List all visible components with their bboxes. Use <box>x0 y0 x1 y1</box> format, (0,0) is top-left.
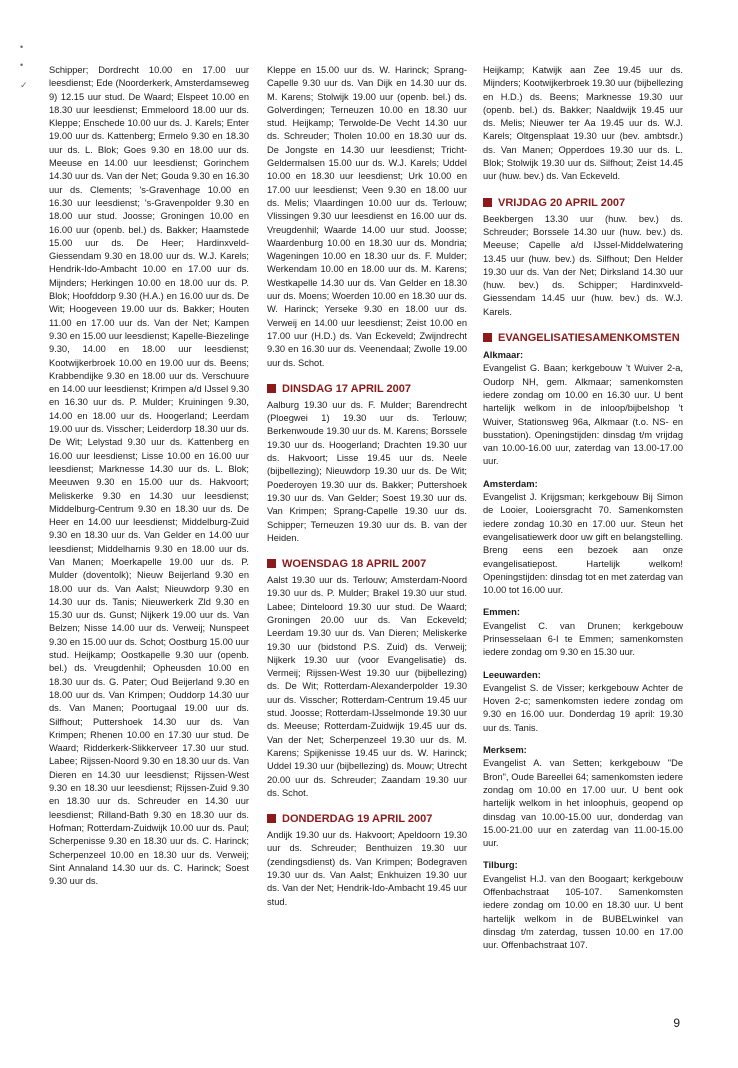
heading-square-icon <box>267 559 276 568</box>
evang-text: Evangelist A. van Setten; kerkgebouw "De Bron", Oude Bareellei 64; samenkomsten iedere zondag om 10.00 en 17.00 uur. U bent ook hartelijk welkom in het inloophuis, geopend op dinsdag van 10.00-15.00 uur, donderdag van 15.00-21.00 uur en zaterdag van 11.00-15.00 uur. <box>483 758 683 849</box>
margin-mark: ✓ <box>20 80 28 90</box>
section-heading-dinsdag: DINSDAG 17 APRIL 2007 <box>267 382 467 396</box>
evang-place: Amsterdam: <box>483 477 538 489</box>
evang-text: Evangelist G. Baan; kerkgebouw 't Wuiver 2-a, Oudorp NH, gem. Alkmaar; samenkomsten iedere zondag om 10.00 en 16.30 uur. U bent hartelijk welkom in de inloop/bijbelshop 't Wuiver, Stationsweg 96a, Alkmaar (t.o. NS- en busstation). Openingstijden: dinsdag t/m vrijdag van 10.00-16.00 uur, zaterdag van 13.00-17.00 uur. <box>483 363 683 467</box>
heading-square-icon <box>483 333 492 342</box>
section-heading-woensdag: WOENSDAG 18 APRIL 2007 <box>267 557 467 571</box>
woensdag-listing: Aalst 19.30 uur ds. Terlouw; Amsterdam-Noord 19.30 uur ds. P. Mulder; Brakel 19.30 uur stud. Labee; Dinteloord 19.30 uur stud. De Waard; Groningen 20.00 uur ds. Van Eckeveld; Leerdam 19.30 uur ds. Van Dieren; Meliskerke 19.30 uur (bidstond P.S. Zuid) ds. Verweij; Nijkerk 19.30 uur (voor Evangelisatie) ds. Vermeij; Rijssen-West 19.30 uur (bijbellezing) ds. De Wit; Rotterdam-Alexanderpolder 19.30 uur ds. Visscher; Rotterdam-Centrum 19.45 uur stud. Joosse; Rotterdam-IJsselmonde 19.30 uur ds. Meeuse; Rotterdam-Zuidwijk 19.45 uur ds. Van der Net; Scherpenzeel 19.30 uur ds. M. Karens; Spijkenisse 19.45 uur ds. W. Harinck; Uddel 19.30 uur (bijbellezing) ds. Mouw; Utrecht 20.00 uur ds. Schreuder; Zaandam 19.30 uur ds. Schot. <box>267 575 467 798</box>
column-2 <box>267 64 467 909</box>
evang-text: Evangelist C. van Drunen; kerkgebouw Prinsesselaan 6-I te Emmen; samenkomsten iedere zondag om 9.30 en 15.30 uur. <box>483 620 683 658</box>
evang-place: Alkmaar: <box>483 349 524 361</box>
vrijdag-listing: Beekbergen 13.30 uur (huw. bev.) ds. Schreuder; Borssele 14.30 uur (huw. bev.) ds. Meeuse; Capelle a/d IJssel-Middelwatering 13.45 uur (huw. bev.) ds. Silfhout; Den Helder 19.30 uur ds. Van der Net; Dirksland 14.30 uur (huw. bev.) ds. Schipper; Hardinxveld-Giessendam 14.45 uur (huw. bev.) ds. W.J. Karels. <box>483 213 683 317</box>
donderdag-listing-continued: Heijkamp; Katwijk aan Zee 19.45 uur ds. Mijnders; Kootwijkerbroek 19.30 uur (bijbellezing en H.D.) ds. Beens; Marknesse 19.30 uur (openb. bel.) ds. Bakker; Naaldwijk 19.45 uur ds. Melis; Nieuwer ter Aa 19.45 uur ds. W.J. Karels; Oltgensplaat 19.30 uur (bev. ambtsdr.) ds. Van Manen; Opperdoes 19.30 uur ds. L. Blok; Stolwijk 19.30 uur ds. Silfhout; Zeist 14.45 uur (huw. bev.) ds. Van Eckeveld. <box>483 65 683 182</box>
evang-text: Evangelist H.J. van den Boogaart; kerkgebouw Offenbachstraat 105-107. Samenkomsten iedere zondag om 10.00 en 18.30 uur. U bent hartelijk welkom in de BUBELwinkel van dinsdag t/m zaterdag, tussen 10.00 en 17.00 uur. Offenbachstraat 107. <box>483 873 683 951</box>
heading-square-icon <box>267 814 276 823</box>
margin-mark: • <box>20 60 24 70</box>
evang-place: Tilburg: <box>483 859 518 871</box>
evang-text: Evangelist J. Krijgsman; kerkgebouw Bij Simon de Looier, Looiersgracht 70. Samenkomsten iedere zondag 10.30 en 17.00 uur. Steun het evangelisatiewerk door uw gift en belangstelling. Breng eens een bezoek aan onze evangelisatiepost. Hartelijk welkom! Openingstijden: dinsdag tot en met zaterdag van 10.00 tot 16.00 uur. <box>483 492 684 596</box>
section-heading-donderdag: DONDERDAG 19 APRIL 2007 <box>267 812 467 826</box>
donderdag-listing: Andijk 19.30 uur ds. Hakvoort; Apeldoorn 19.30 uur ds. Schreuder; Benthuizen 19.30 uur (zendingsdienst) ds. Van Krimpen; Bodegraven 19.30 uur ds. Van Aalst; Enkhuizen 19.30 uur ds. Van der Net; Hendrik-Ido-Ambacht 19.45 uur stud. <box>267 830 467 907</box>
column-1 <box>49 64 249 888</box>
heading-square-icon <box>267 384 276 393</box>
evang-place: Merksem: <box>483 744 527 756</box>
column-3 <box>483 64 683 953</box>
page-number: 9 <box>673 1016 680 1030</box>
sunday-listing-end: Kleppe en 15.00 uur ds. W. Harinck; Sprang-Capelle 9.30 uur ds. Van Dijk en 14.30 uur ds. M. Karens; Stolwijk 19.00 uur (openb. bel.) ds. Golverdingen; Terneuzen 10.00 en 18.30 uur stud. Heijkamp; Terwolde-De Vecht 14.30 uur ds. Schreuder; Tholen 10.00 en 18.30 uur ds. De Jongste en 14.30 uur leesdienst; Tricht-Geldermalsen 15.00 uur ds. W.J. Karels; Uddel 10.00 en 18.30 uur leesdienst; Urk 10.00 en 17.00 uur leesdienst; Veen 9.30 en 18.00 uur ds. Melis; Vlaardingen 10.00 uur ds. Terlouw; Vlissingen 9.30 uur leesdienst en 16.00 uur ds. Vreugdenhil; Waarde 14.00 uur stud. Joosse; Waardenburg 10.00 en 18.30 uur ds. Mondria; Wageningen 10.00 en 18.30 uur ds. F. Mulder; Werkendam 10.00 en 18.00 uur ds. M. Karens; Westkapelle 14.30 uur ds. Van Gelder en 18.30 uur ds. Moens; Woerden 10.00 en 18.30 uur ds. W. Harinck; Yerseke 9.30 en 18.00 uur ds. Verweij en 14.00 uur leesdienst; Zeist 10.00 en 17.00 uur (H.D.) ds. Van Eckeveld; Zwijndrecht 9.30 en 16.30 uur ds. Veenendaal; Zwolle 19.00 uur ds. Schot. <box>267 65 467 368</box>
margin-mark: • <box>20 42 24 52</box>
heading-square-icon <box>483 198 492 207</box>
sunday-listing-continued: Schipper; Dordrecht 10.00 en 17.00 uur leesdienst; Ede (Noorderkerk, Amsterdamseweg 9) 12.15 uur stud. De Waard; Elspeet 10.00 en 18.30 uur leesdienst; Emmeloord 18.00 uur ds. Kleppe; Enschede 10.00 uur ds. J. Karels; Enter 19.00 uur ds. Kattenberg; Ermelo 9.30 en 18.30 uur ds. L. Blok; Goes 9.30 en 18.00 uur ds. Meeuse en 14.00 uur leesdienst; Gorinchem 14.30 uur ds. Van der Net; Gouda 9.30 en 16.30 uur ds. Clements; 's-Gravenhage 10.00 en 16.30 uur leesdienst; 's-Gravenpolder 9.30 en 18.00 uur stud. Joosse; Groningen 10.00 en 16.00 uur (openb. bel.) ds. Bakker; Haamstede 15.00 uur ds. De Heer; Hardinxveld-Giessendam 9.30 en 18.00 uur ds. W.J. Karels; Hendrik-Ido-Ambacht 10.00 en 17.00 uur ds. Mijnders; Herkingen 10.00 en 18.00 uur ds. P. Blok; Hoofddorp 9.30 (H.A.) en 16.00 uur ds. De Wit; Hoogeveen 19.00 uur ds. Bakker; Houten 11.00 en 17.00 uur ds. Van der Net; Kampen 9.30 en 15.00 uur leesdienst; Kapelle-Biezelinge 9.30, 14.00 en 18.00 uur leesdienst; Kootwijkerbroek 10.00 en 19.00 uur ds. Beens; Krabbendijke 9.30 en 18.00 uur ds. Verschuure en 14.00 uur leesdienst; Krimpen a/d IJssel 9.30 en 16.30 uur ds. P. Mulder; Kruiningen 9.30, 14.00 en 18.00 uur ds. Hoogerland; Leerdam 19.00 uur ds. Visscher; Leiderdorp 18.30 uur ds. De Wit; Lelystad 9.30 uur ds. Kattenberg en 16.00 uur leesdienst; Lisse 10.00 en 16.00 uur leesdienst; Marknesse 14.30 uur ds. L. Blok; Meeuwen 9.30 en 15.00 uur ds. Hakvoort; Meliskerke 9.30 en 14.30 uur leesdienst; Middelburg-Centrum 9.30 en 18.30 uur ds. De Heer en 14.00 uur leesdienst; Middelburg-Zuid 9.30 en 18.30 uur ds. Van Gelder en 14.00 uur leesdienst; Middelharnis 9.30 en 18.00 uur ds. Van Manen; Moerkapelle 19.00 uur ds. P. Mulder (doventolk); Nieuw Beijerland 9.30 en 18.00 uur ds. Van Aalst; Nieuwdorp 9.30 en 14.30 uur ds. Tanis; Nieuwerkerk Zld 9.30 en 15.30 uur ds. Gunst; Nijkerk 19.00 uur ds. Van Belzen; Nisse 14.00 uur ds. Verweij; Nunspeet 9.30 en 15.00 uur ds. Schot; Oostburg 15.00 uur stud. Heijkamp; Oostkapelle 9.30 uur (openb. bel.) ds. Vreugdenhil; Opheusden 10.00 en 18.30 uur ds. G. Pater; Oud Beijerland 9.30 en 18.00 uur ds. Van Krimpen; Ouddorp 14.30 uur ds. Van Manen; Poortugaal 19.00 uur ds. Silfhout; Puttershoek 14.30 uur ds. Van Krimpen; Rhenen 10.00 en 17.30 uur stud. De Waard; Ridderkerk-Slikkerveer 17.30 uur stud. Labee; Rijssen-Noord 9.30 en 18.30 uur ds. Van Dieren en 14.30 uur leesdienst; Rijssen-West 9.30 en 18.30 uur leesdienst; Rijssen-Zuid 9.30 en 18.30 uur ds. Schreuder en 14.30 uur leesdienst; Rilland-Bath 9.30 en 18.30 uur ds. Hofman; Rotterdam-Zuidwijk 10.00 uur ds. Paul; Scherpenisse 9.30 en 18.30 uur ds. C. Harinck; Scherpenzeel 10.00 en 18.30 uur ds. Verweij; Sint Annaland 14.30 uur ds. C. Harinck; Soest 9.30 uur ds. <box>49 65 249 887</box>
evang-place: Emmen: <box>483 606 520 618</box>
dinsdag-listing: Aalburg 19.30 uur ds. F. Mulder; Barendrecht (Ploegwei 1) 19.30 uur ds. Terlouw; Berkenwoude 19.30 uur ds. M. Karens; Borssele 19.30 uur ds. Hoogerland; Drachten 19.30 uur ds. Hakvoort; Lisse 19.45 uur ds. Neele (bijbellezing); Nieuwdorp 19.30 uur ds. De Wit; Poederoyen 19.30 uur ds. Bakker; Puttershoek 19.30 uur ds. Van Gelder; Soest 19.30 uur ds. Van Krimpen; Sprang-Capelle 19.30 uur ds. Schipper; Terneuzen 19.30 uur ds. B. van der Heiden. <box>267 399 467 543</box>
evang-place: Leeuwarden: <box>483 668 541 680</box>
section-heading-evangelisatie: EVANGELISATIESAMENKOMSTEN <box>483 331 683 345</box>
section-heading-vrijdag: VRIJDAG 20 APRIL 2007 <box>483 196 683 210</box>
evang-text: Evangelist S. de Visser; kerkgebouw Achter de Hoven 2-c; samenkomsten iedere zondag om 9.30 en 16.00 uur. Donderdag 19 april: 19.30 uur ds. Tanis. <box>483 682 683 733</box>
